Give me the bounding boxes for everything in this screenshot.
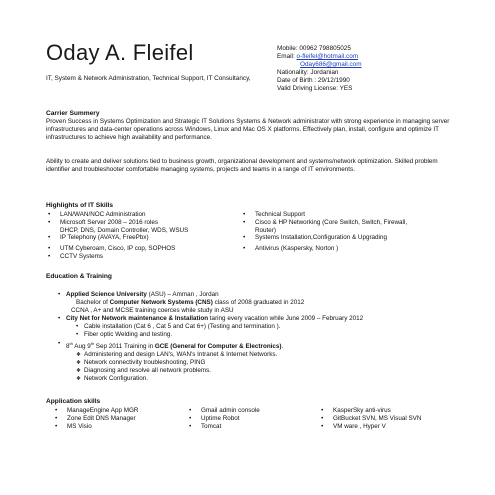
bullet-icon: • (48, 252, 51, 260)
it-skills-left-column (46, 211, 188, 261)
email-line-2 (277, 61, 362, 69)
bullet-icon: • (58, 291, 61, 298)
contact-block (277, 45, 362, 94)
bachelor-line: Bachelor of Computer Network Systems (CNS) class of 2008 graduated in 2012 (76, 299, 305, 307)
app-skills-column-2 (187, 407, 260, 430)
list-item: • GitBucket SVN, MS Visual SVN (321, 414, 422, 422)
it-skills-title: Highlights of IT Skills (46, 202, 114, 209)
bullet-icon: • (189, 422, 192, 430)
email-label: Email: (277, 53, 297, 61)
list-item: ❖ Administering and design LAN's, WAN's Intranet & Internet Networks. (76, 350, 278, 358)
education-title: Education & Training (46, 273, 112, 280)
bullet-icon: • (55, 422, 58, 430)
bullet-icon: • (76, 331, 79, 339)
list-item: • Cisco & HP Networking (Core Switch, Switch, Firewall, (243, 218, 408, 226)
license-line: Valid Driving License: YES (277, 85, 353, 93)
diamond-bullet-icon: ❖ (76, 359, 81, 366)
list-item: • Cable installation (Cat 6 , Cat 5 and Cat 6+) (Testing and termination ). (76, 323, 281, 331)
bullet-icon: • (76, 323, 79, 331)
bullet-icon: • (243, 234, 246, 242)
list-item: DHCP, DNS, Domain Controller, WDS, WSUS (60, 226, 189, 234)
list-item: • Systems Installation,Configuration & Upgrading (243, 234, 387, 242)
dob-line: Date of Birth : 29/12/1990 (277, 77, 350, 85)
list-item: • MS Visio (55, 422, 92, 430)
list-item: • Fiber optic Welding and testing. (76, 331, 173, 339)
list-item: • Zone Edit DNS Manager (55, 414, 136, 422)
list-item: ❖ Diagnosing and resolve all network problems. (76, 366, 212, 374)
bullet-icon: • (48, 245, 51, 253)
bullet-icon: • (189, 407, 192, 414)
list-item: • LAN/WAN/NOC Administration (48, 211, 146, 218)
bullet-icon: • (189, 414, 192, 422)
bullet-icon: • (58, 339, 61, 347)
bullet-icon: • (55, 407, 58, 414)
bullet-icon: • (48, 234, 51, 242)
list-item: ❖ Network connectivity troubleshooting, PING (76, 358, 206, 366)
candidate-name: Oday A. Fleifel (46, 40, 194, 65)
list-item: • Uptime Robot (189, 414, 240, 422)
app-skills-title: Application skills (46, 398, 101, 405)
email-link-1[interactable]: o-fleifel@hotmail.com (296, 53, 359, 61)
summary-title: Carrier Summery (46, 110, 100, 117)
education-list (46, 291, 363, 383)
list-item: • KasperSky anti-virus (321, 407, 391, 414)
bullet-icon: • (321, 407, 324, 414)
summary-paragraph-2: Ability to create and deliver solutions tied to business growth, organizational development and systems/network optimization. Skilled problem identifier and troubleshooter comfortable managing systems, projects and teams in a range of IT environments. (46, 158, 438, 173)
list-item: • Applied Science University (ASU) – Amman , Jordan (58, 291, 219, 298)
list-item: • UTM Cyberoam, Cisco, IP cop, SOPHOS (48, 245, 176, 253)
list-item: • Gmail admin console (189, 407, 260, 414)
list-item: • ManageEngine App MGR (55, 407, 139, 414)
list-item: • VM ware , Hyper V (321, 422, 386, 430)
email-line (277, 53, 362, 61)
summary-paragraph-1: Proven Success in Systems Optimization and Strategic IT Solutions Systems & Network administrator with strong experience in managing server infrastructures and data-center operations across Windows, Linux and Mac OS X platforms. Effectively plan, install, configure and optimize IT infrastructures to achieve high availability and performance. (46, 118, 450, 141)
nationality-line: Nationality: Jordanian (277, 69, 339, 77)
email-link-2[interactable]: Oday686@gmail.com (300, 61, 362, 69)
diamond-bullet-icon: ❖ (76, 367, 81, 374)
list-item: Router) (255, 226, 276, 234)
bullet-icon: • (243, 218, 246, 226)
list-item: • Microsoft Server 2008 – 2016 roles (48, 218, 159, 226)
list-item: • CCTV Systems (48, 252, 104, 260)
diamond-bullet-icon: ❖ (76, 351, 81, 358)
bullet-icon: • (321, 422, 324, 430)
ccna-line: CCNA , A+ and MCSE training coerces while study in ASU (71, 307, 234, 315)
bullet-icon: • (55, 414, 58, 422)
it-skills-right-column (241, 211, 407, 253)
bullet-icon: • (243, 211, 246, 218)
bullet-icon: • (48, 211, 51, 218)
list-item: • Tomcat (189, 422, 222, 430)
list-item: • Antivirus (Kaspersky, Norton ) (243, 245, 339, 253)
list-item: • City Net for Network maintenance & Installation taring every vacation while June 2009 – February 2012 (58, 315, 364, 323)
list-item: • Technical Support (243, 211, 306, 218)
bullet-icon: • (321, 414, 324, 422)
bullet-icon: • (48, 218, 51, 226)
mobile-line: Mobile: 00962 798805025 (277, 45, 351, 52)
list-item: • IP Telephony (AVAYA, FreePbx) (48, 234, 149, 242)
app-skills-column-3 (319, 407, 421, 430)
candidate-subtitle: IT, System & Network Administration, Technical Support, IT Consultancy, (46, 75, 251, 82)
list-item: ❖ Network Configuration. (76, 375, 149, 383)
bullet-icon: • (243, 245, 246, 253)
list-item: • 8th Aug 9th Sep 2011 Training in GCE (General for Computer & Electronics). (58, 339, 284, 350)
bullet-icon: • (58, 315, 61, 323)
app-skills-column-1 (53, 407, 138, 430)
diamond-bullet-icon: ❖ (76, 376, 81, 383)
